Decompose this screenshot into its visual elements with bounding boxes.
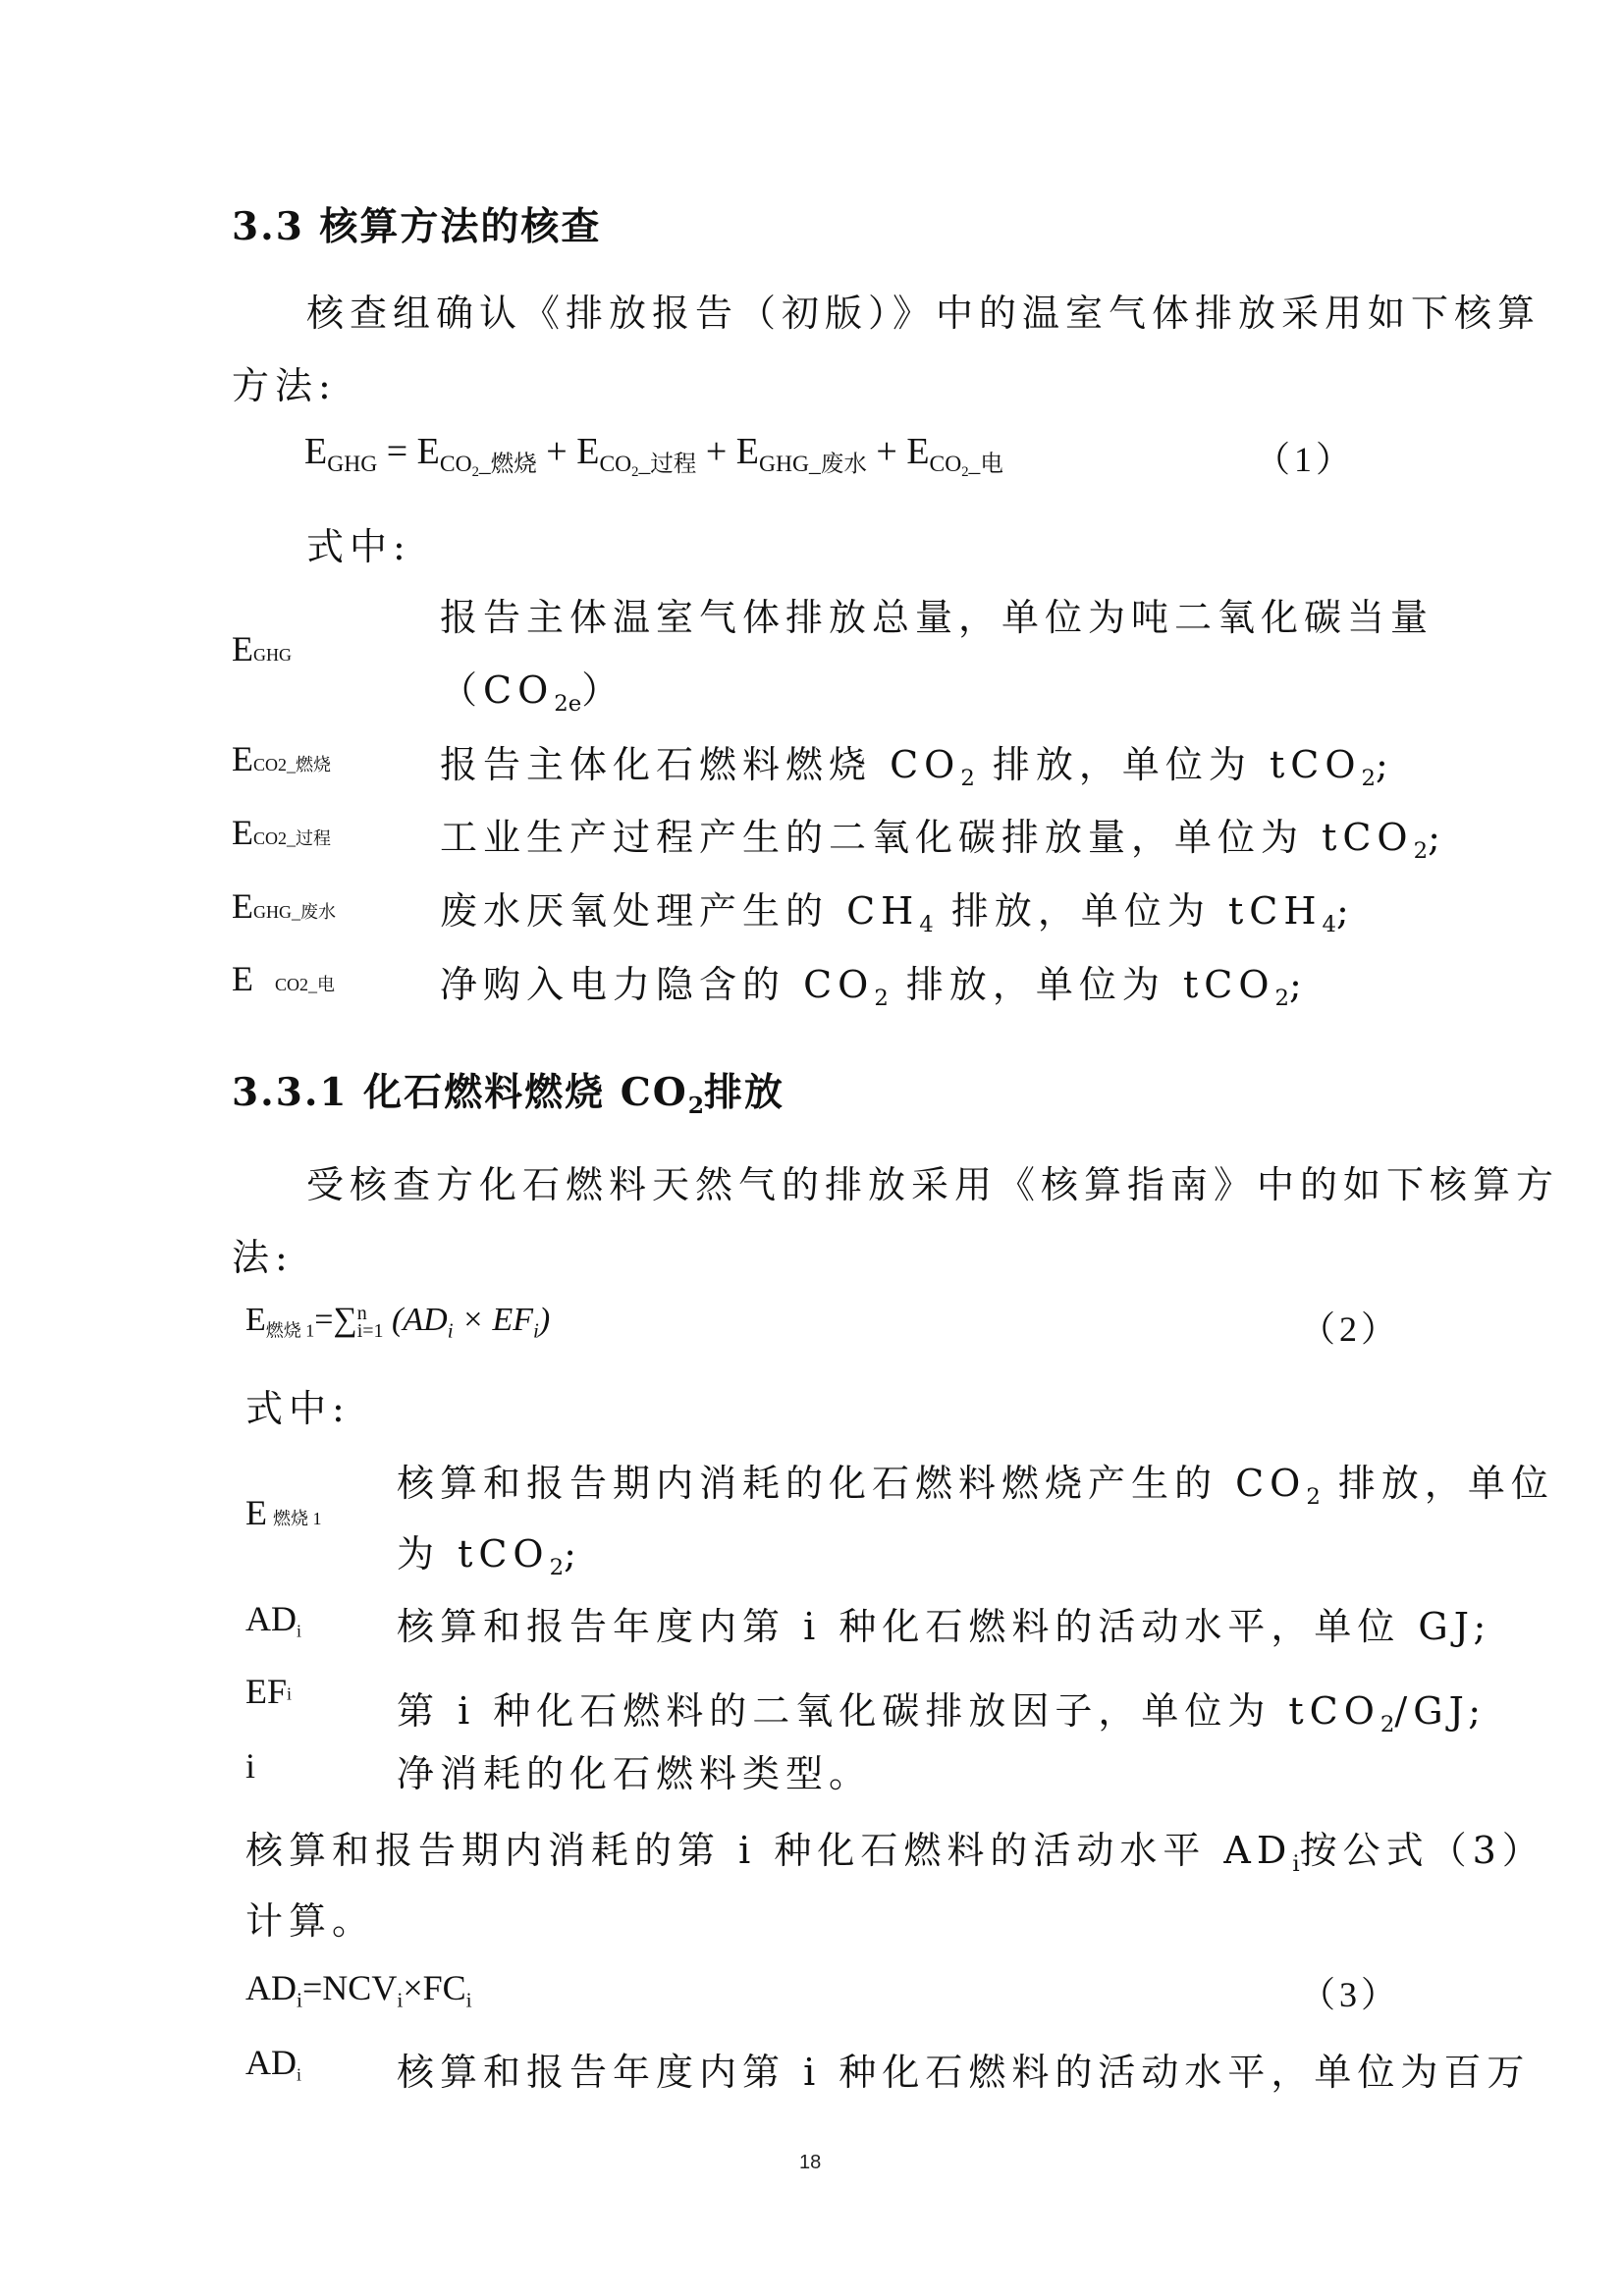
- definition-text: 核算和报告年度内第 i 种化石燃料的活动水平，单位 GJ;: [397, 1605, 1492, 1648]
- definition-text: 核算和报告期内消耗的化石燃料燃烧产生的 $CO_2$ 排放，单位: [397, 1462, 1554, 1510]
- definition-symbol: ECO2_燃烧: [232, 739, 332, 778]
- equation-number: （1）: [1255, 440, 1356, 479]
- paragraph-line: 受核查方化石燃料天然气的排放采用《核算指南》中的如下核算方: [306, 1163, 1560, 1206]
- definition-text: 第 i 种化石燃料的二氧化碳排放因子，单位为 tCO$_2$/GJ;: [397, 1689, 1488, 1737]
- definition-text: 净购入电力隐含的 $CO_2$ 排放，单位为 tCO$_2$;: [440, 963, 1308, 1011]
- paragraph-line: 方法:: [232, 364, 337, 407]
- equation-2: $E_{燃烧 1}=\sum$ n i=1 $(AD_i \times EF_i)$: [245, 1302, 551, 1343]
- page-number: 18: [799, 2152, 822, 2173]
- definition-symbol: ECO2_过程: [232, 813, 332, 852]
- definition-text: 为 tCO$_2$;: [397, 1532, 582, 1580]
- definition-text: 废水厌氧处理产生的 $CH_4$ 排放，单位为 tCH$_4$;: [440, 889, 1355, 937]
- paragraph-line: 核算和报告期内消耗的第 i 种化石燃料的活动水平 $AD_i$按公式（3）: [245, 1829, 1545, 1877]
- definition-text: 报告主体温室气体排放总量，单位为吨二氧化碳当量: [440, 596, 1434, 639]
- subsection-heading: 3.3.1 化石燃料燃烧 $CO_2$排放: [232, 1070, 785, 1120]
- definition-symbol: EGHG: [232, 629, 292, 668]
- definition-symbol: EGHG_废水: [232, 886, 336, 926]
- definition-symbol: E燃烧 1: [245, 1493, 322, 1532]
- paragraph-line: 法:: [232, 1236, 294, 1279]
- definition-text: $(CO_{2e})$: [440, 668, 625, 717]
- paragraph-line: 计算。: [245, 1899, 376, 1943]
- equation-number: （2）: [1300, 1309, 1401, 1349]
- definition-symbol: $AD_i$: [245, 1599, 302, 1641]
- where-label: 式中:: [306, 525, 411, 568]
- section-heading: 3.3 核算方法的核查: [232, 204, 602, 249]
- definition-text: 工业生产过程产生的二氧化碳排放量，单位为 tCO$_2$;: [440, 816, 1446, 864]
- definition-text: 报告主体化石燃料燃烧 $CO_2$ 排放，单位为 tCO$_2$;: [440, 743, 1394, 791]
- paragraph-line: 核查组确认《排放报告（初版）》中的温室气体排放采用如下核算: [306, 292, 1542, 335]
- definition-symbol: $AD_i$: [245, 2043, 302, 2085]
- definition-text: 核算和报告年度内第 i 种化石燃料的活动水平，单位为百万: [397, 2051, 1531, 2094]
- definition-symbol: E CO2_电: [232, 959, 336, 998]
- definition-text: 净消耗的化石燃料类型。: [397, 1752, 873, 1795]
- definition-symbol: i: [245, 1746, 256, 1786]
- where-label: 式中:: [245, 1387, 351, 1430]
- definition-symbol: $EF_i$: [245, 1672, 293, 1711]
- equation-number: （3）: [1300, 1975, 1401, 2014]
- equation-3: $AD_i=NCV_i\times FC_i$: [245, 1968, 472, 2012]
- equation-1: $E_{GHG} = E_{CO_2\_燃烧} + E_{CO_2\_过程} + E_{GHG\_废水} + E_{CO_2\_电}$: [304, 431, 1003, 481]
